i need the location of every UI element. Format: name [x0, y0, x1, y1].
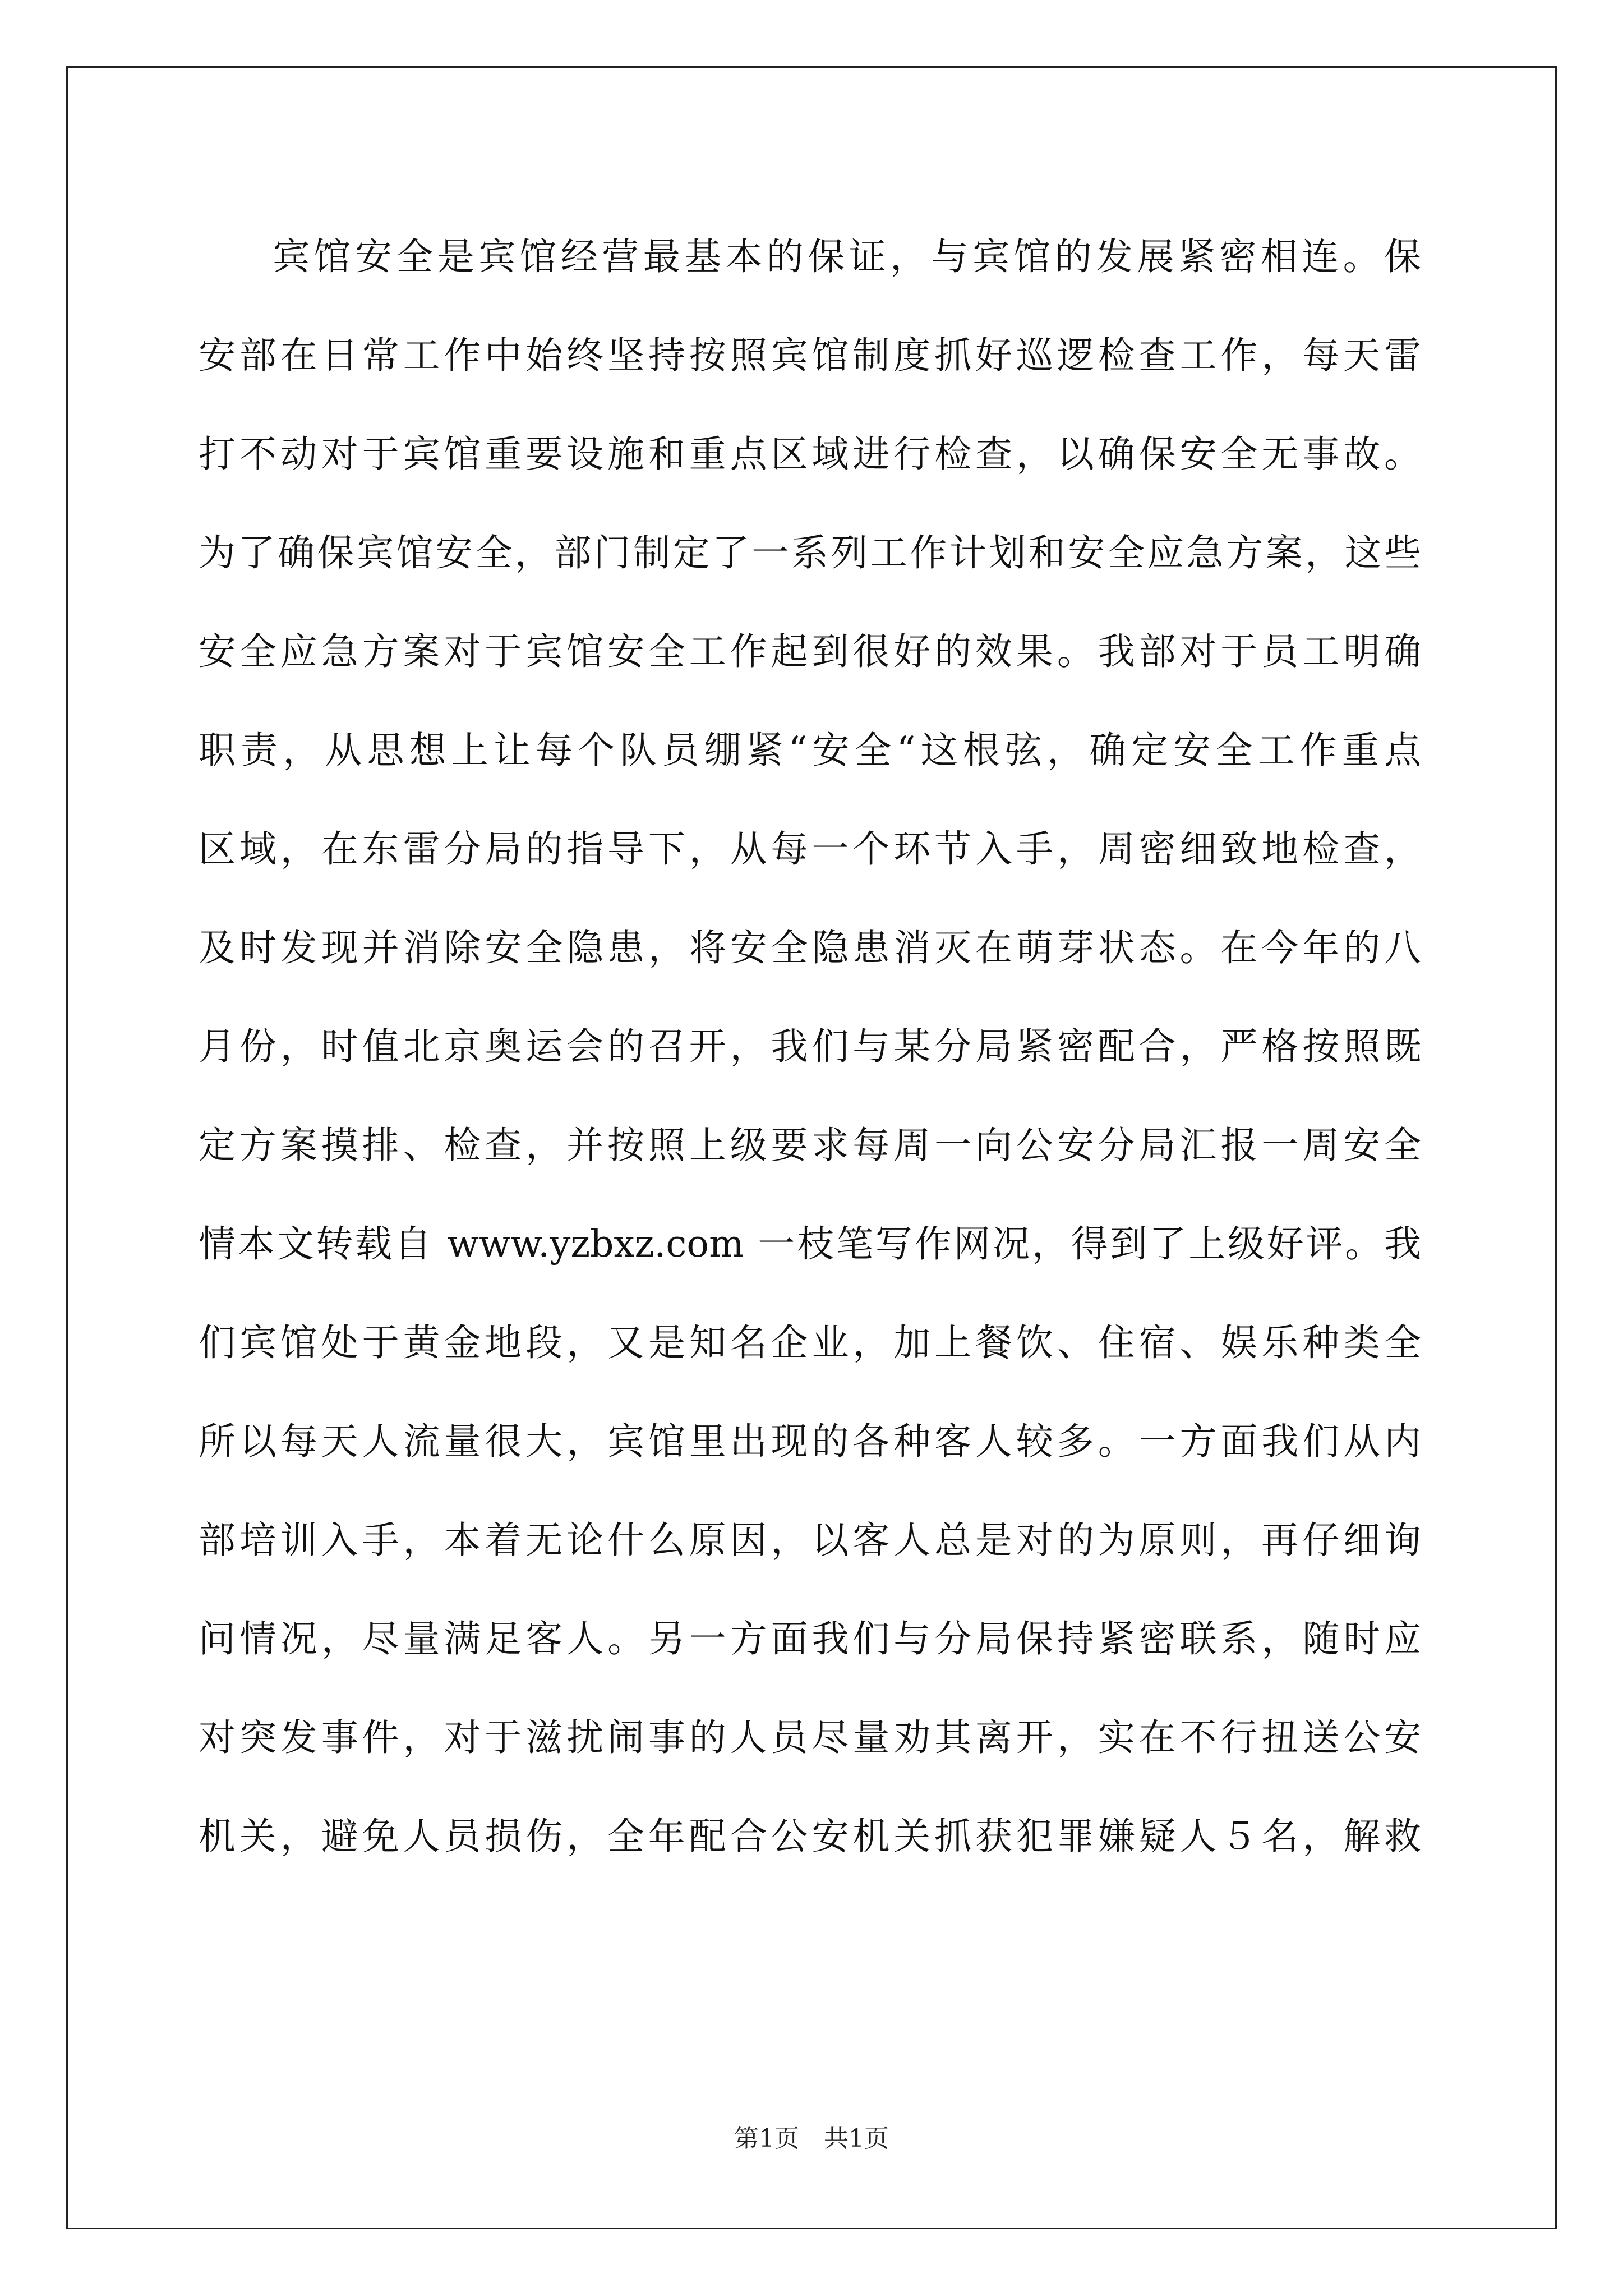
text-line: 情本文转载自 www.yzbxz.com 一枝笔写作网况，得到了上级好评。我 [199, 1222, 1421, 1266]
text-line: 为了确保宾馆安全，部门制定了一系列工作计划和安全应急方案，这些 [199, 531, 1421, 574]
text-line: 安全应急方案对于宾馆安全工作起到很好的效果。我部对于员工明确 [199, 630, 1421, 673]
text-line: 及时发现并消除安全隐患，将安全隐患消灭在萌芽状态。在今年的八 [199, 926, 1421, 969]
text-line: 区域，在东雷分局的指导下，从每一个环节入手，周密细致地检查， [199, 827, 1421, 871]
page-number-footer: 第1页 共1页 [734, 2124, 889, 2153]
text-line: 职责，从思想上让每个队员绷紧“安全“这根弦，确定安全工作重点 [199, 729, 1421, 772]
text-line: 问情况，尽量满足客人。另一方面我们与分局保持紧密联系，随时应 [199, 1617, 1421, 1660]
text-line: 打不动对于宾馆重要设施和重点区域进行检查，以确保安全无事故。 [199, 432, 1421, 476]
text-line: 安部在日常工作中始终坚持按照宾馆制度抓好巡逻检查工作，每天雷 [199, 334, 1421, 377]
document-body [199, 208, 1421, 1886]
text-line: 定方案摸排、检查，并按照上级要求每周一向公安分局汇报一周安全 [199, 1124, 1421, 1167]
text-line: 们宾馆处于黄金地段，又是知名企业，加上餐饮、住宿、娱乐种类全 [199, 1321, 1421, 1364]
text-line: 月份，时值北京奥运会的召开，我们与某分局紧密配合，严格按照既 [199, 1025, 1421, 1068]
text-line: 部培训入手，本着无论什么原因，以客人总是对的为原则，再仔细询 [199, 1519, 1421, 1562]
text-line: 宾馆安全是宾馆经营最基本的保证，与宾馆的发展紧密相连。保 [273, 235, 1421, 278]
text-line: 对突发事件，对于滋扰闹事的人员尽量劝其离开，实在不行扭送公安 [199, 1716, 1421, 1759]
text-line: 机关，避免人员损伤，全年配合公安机关抓获犯罪嫌疑人５名，解救 [199, 1815, 1421, 1858]
text-line: 所以每天人流量很大，宾馆里出现的各种客人较多。一方面我们从内 [199, 1420, 1421, 1463]
